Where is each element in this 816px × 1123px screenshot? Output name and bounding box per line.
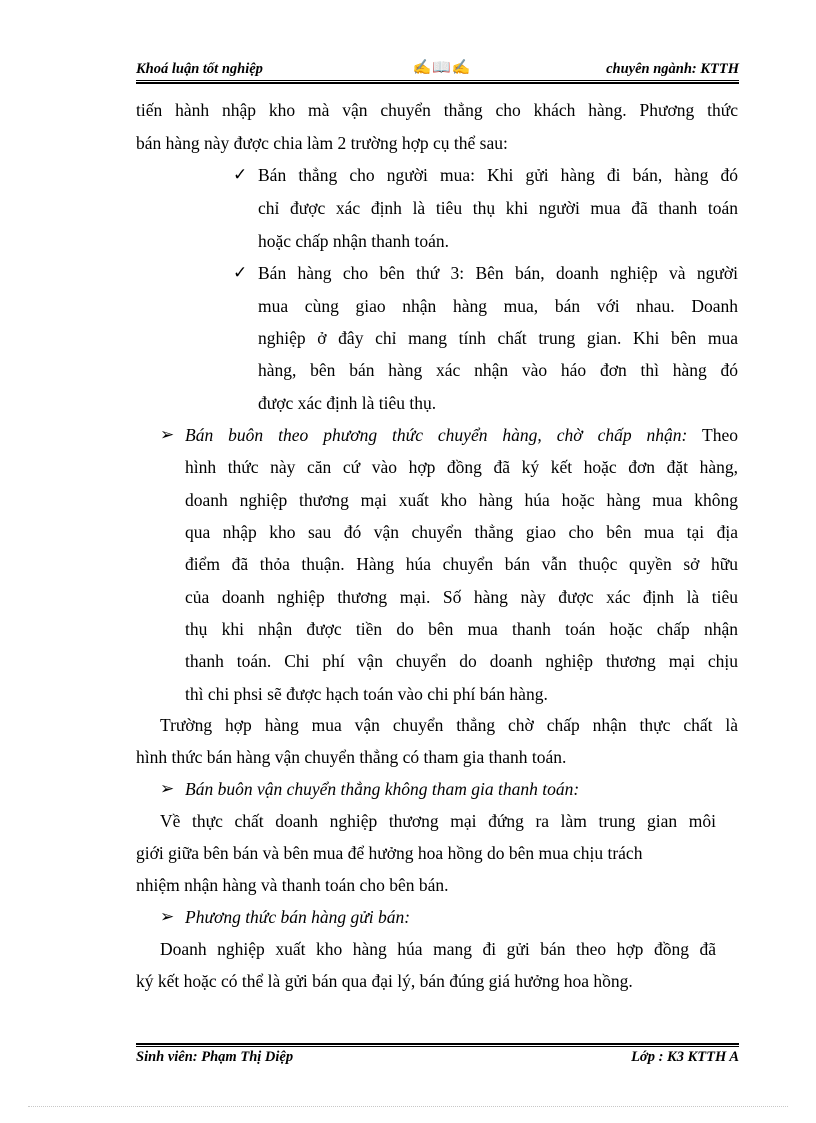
header-left-text: Khoá luận tốt nghiệp bbox=[136, 61, 263, 77]
check-item-line: Bán thẳng cho người mua: Khi gửi hàng đi bán, hàng đó bbox=[258, 165, 738, 185]
header-book-icon: ✍📖✍ bbox=[412, 60, 472, 76]
arrow-item-line: doanh nghiệp thương mại xuất kho hàng húa hoặc hàng mua không bbox=[185, 490, 738, 510]
arrow-item-line: điểm đã thỏa thuận. Hàng húa chuyển bán vẫn thuộc quyền sở hữu bbox=[185, 554, 738, 574]
body-line: giới giữa bên bán và bên mua để hưởng hoa hồng do bên mua chịu trách bbox=[136, 843, 643, 863]
check-item-line: Bán hàng cho bên thứ 3: Bên bán, doanh nghiệp và người bbox=[258, 263, 738, 283]
check-bullet-icon: ✓ bbox=[233, 263, 248, 283]
arrow-item-title: Bán buôn vận chuyển thẳng không tham gia thanh toán: bbox=[185, 779, 580, 799]
page-bottom-dotted-line bbox=[28, 1106, 788, 1107]
arrow-item-title: Phương thức bán hàng gửi bán: bbox=[185, 907, 411, 927]
page-header bbox=[136, 57, 739, 79]
arrow-item-line: của doanh nghiệp thương mại. Số hàng này được xác định là tiêu bbox=[185, 587, 738, 607]
arrow-item-title: Bán buôn theo phương thức chuyển hàng, chờ chấp nhận: bbox=[185, 425, 688, 445]
check-item-line: hàng, bên bán hàng xác nhận vào háo đơn thì hàng đó bbox=[258, 360, 738, 380]
footer-left-text: Sinh viên: Phạm Thị Diệp bbox=[136, 1049, 294, 1065]
body-line: Doanh nghiệp xuất kho hàng húa mang đi gửi bán theo hợp đồng đã bbox=[160, 939, 716, 959]
arrow-item-line: thụ khi nhận được tiền do bên mua thanh toán hoặc chấp nhận bbox=[185, 619, 738, 639]
header-rule bbox=[136, 80, 739, 84]
arrow-bullet-icon: ➢ bbox=[160, 907, 175, 927]
footer-right-text: Lớp : K3 KTTH A bbox=[631, 1049, 739, 1065]
check-item-line: mua cùng giao nhận hàng mua, bán với nhau. Doanh bbox=[258, 296, 738, 316]
arrow-item-line: thì chi phsi sẽ được hạch toán vào chi phí bán hàng. bbox=[185, 684, 548, 704]
header-right-text: chuyên ngành: KTTH bbox=[606, 61, 739, 77]
arrow-bullet-icon: ➢ bbox=[160, 425, 175, 445]
body-line: Về thực chất doanh nghiệp thương mại đứng ra làm trung gian môi bbox=[160, 811, 716, 831]
arrow-item-line: thanh toán. Chi phí vận chuyển do doanh nghiệp thương mại chịu bbox=[185, 651, 738, 671]
body-line: nhiệm nhận hàng và thanh toán cho bên bán. bbox=[136, 875, 449, 895]
page-footer bbox=[136, 1049, 739, 1071]
check-item-line: chỉ được xác định là tiêu thụ khi người mua đã thanh toán bbox=[258, 198, 738, 218]
body-line: bán hàng này được chia làm 2 trường hợp cụ thể sau: bbox=[136, 133, 508, 153]
arrow-item-text: Theo bbox=[687, 425, 738, 445]
arrow-item-line: hình thức này căn cứ vào hợp đồng đã ký kết hoặc đơn đặt hàng, bbox=[185, 457, 738, 477]
check-item-line: được xác định là tiêu thụ. bbox=[258, 393, 437, 413]
footer-rule bbox=[136, 1043, 739, 1047]
body-line: tiến hành nhập kho mà vận chuyển thẳng cho khách hàng. Phương thức bbox=[136, 100, 738, 120]
arrow-item-first-line bbox=[185, 424, 738, 446]
check-item-line: hoặc chấp nhận thanh toán. bbox=[258, 231, 449, 251]
arrow-item-line: qua nhập kho sau đó vận chuyển thẳng giao cho bên mua tại địa bbox=[185, 522, 738, 542]
check-bullet-icon: ✓ bbox=[233, 165, 248, 185]
body-line: hình thức bán hàng vận chuyển thẳng có tham gia thanh toán. bbox=[136, 747, 567, 767]
check-item-line: nghiệp ở đây chỉ mang tính chất trung gian. Khi bên mua bbox=[258, 328, 738, 348]
body-line: ký kết hoặc có thể là gửi bán qua đại lý, bán đúng giá hưởng hoa hồng. bbox=[136, 971, 633, 991]
body-line: Trường hợp hàng mua vận chuyển thẳng chờ chấp nhận thực chất là bbox=[160, 715, 738, 735]
arrow-bullet-icon: ➢ bbox=[160, 779, 175, 799]
